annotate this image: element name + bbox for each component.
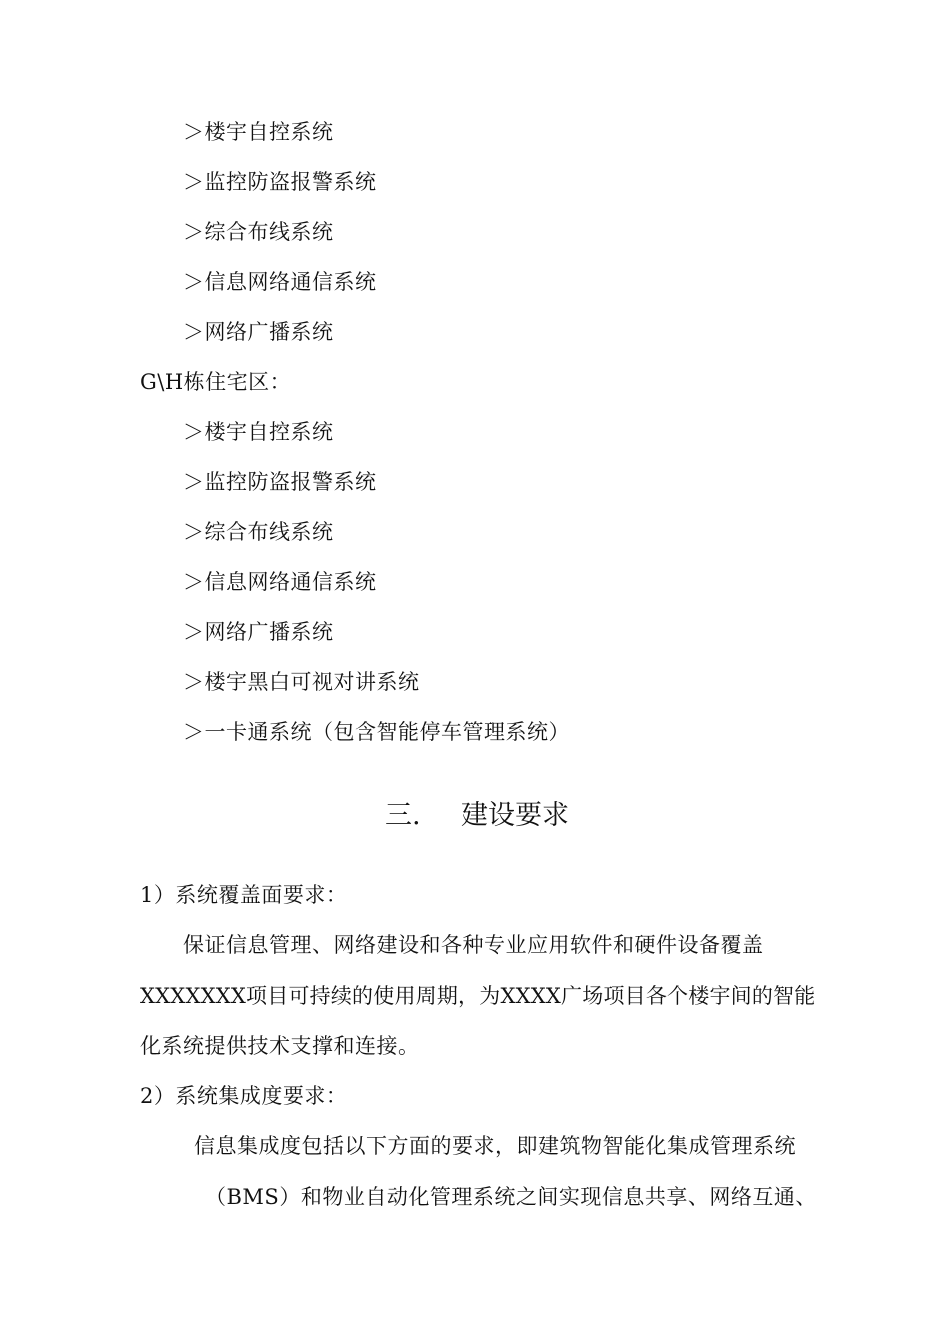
- heading-text: 建设要求: [461, 800, 569, 831]
- list-item: ＞监控防盗报警系统: [183, 170, 377, 194]
- list-item: ＞综合布线系统: [183, 520, 334, 544]
- list-item: ＞信息网络通信系统: [183, 570, 377, 594]
- list-item: ＞监控防盗报警系统: [183, 470, 377, 494]
- paragraph-line: 信息集成度包括以下方面的要求，即建筑物智能化集成管理系统: [194, 1134, 796, 1158]
- list-item: ＞网络广播系统: [183, 620, 334, 644]
- heading-number: 三.: [385, 800, 421, 831]
- section-title: G\H栋住宅区：: [140, 370, 292, 394]
- list-item: ＞楼宇自控系统: [183, 120, 334, 144]
- list-item: ＞网络广播系统: [183, 320, 334, 344]
- paragraph-line: XXXXXXX项目可持续的使用周期，为XXXX广场项目各个楼宇间的智能: [140, 984, 816, 1008]
- list-item: ＞楼宇自控系统: [183, 420, 334, 444]
- list-item: ＞信息网络通信系统: [183, 270, 377, 294]
- list-item: ＞楼宇黑白可视对讲系统: [183, 670, 420, 694]
- paragraph-line: 保证信息管理、网络建设和各种专业应用软件和硬件设备覆盖: [183, 933, 764, 957]
- paragraph-line: （BMS）和物业自动化管理系统之间实现信息共享、网络互通、: [205, 1185, 817, 1209]
- list-item: ＞综合布线系统: [183, 220, 334, 244]
- requirement-title: 1）系统覆盖面要求：: [140, 883, 348, 907]
- section-heading: [385, 798, 569, 834]
- requirement-title: 2）系统集成度要求：: [140, 1084, 348, 1108]
- paragraph-line: 化系统提供技术支撑和连接。: [140, 1034, 420, 1058]
- list-item: ＞一卡通系统（包含智能停车管理系统）: [183, 720, 570, 744]
